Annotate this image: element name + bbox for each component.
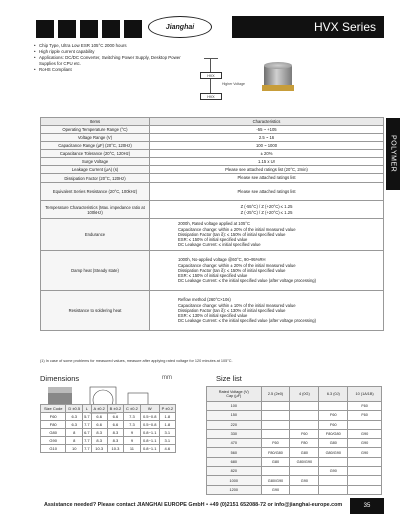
table-header: Characteristics [150, 118, 384, 126]
char-value: ± 20% [150, 150, 384, 158]
cap-cell: 1000 [207, 476, 262, 485]
table-header: Items [41, 118, 150, 126]
dim-cell: 0.5~0.8 [140, 421, 159, 429]
char-line: Dissipation Factor (tan δ): ≤ 150% of initial specified value [178, 267, 286, 273]
size-cell: F60 [348, 411, 382, 420]
table-row [207, 439, 382, 448]
dim-cell: 11 [124, 445, 141, 453]
table-row [207, 457, 382, 466]
cap-cell: 150 [207, 411, 262, 420]
char-item: Endurance [41, 219, 150, 251]
dim-cell: 8 [66, 429, 83, 437]
dim-cell: 8.3 [107, 429, 123, 437]
dim-header: D ±0.5 [66, 405, 83, 413]
dim-cell: 6.6 [91, 421, 107, 429]
characteristics-table [40, 117, 384, 331]
cap-cell: 220 [207, 420, 262, 429]
char-item: Resistance to soldering heat [41, 291, 150, 331]
size-cell [290, 467, 319, 476]
table-row [41, 421, 176, 429]
dim-cell: 6.6 [107, 413, 123, 421]
size-cell: G80/G90 [290, 457, 319, 466]
size-cell: G90 [261, 485, 290, 494]
char-line: ESR: ≤ 150% of initial specified value [178, 237, 248, 243]
dim-cell: 7.3 [124, 413, 141, 421]
size-cell: G90 [348, 439, 382, 448]
char-line: 1000h, No-applied voltage @60°C, 90~95%RH [178, 257, 266, 263]
voltage-header: 2.5 (2e0) [261, 387, 290, 402]
size-cell [319, 476, 348, 485]
dim-cell: 10 [66, 445, 83, 453]
char-line: Dissipation Factor (tan δ): ≤ 130% of initial specified value [178, 307, 286, 313]
dim-cell: F80 [41, 421, 66, 429]
dim-cell: 7.7 [84, 438, 90, 443]
dim-cell: G90 [41, 437, 66, 445]
page-footer [0, 498, 400, 518]
dim-cell: 3.1 [159, 437, 175, 445]
table-row [207, 476, 382, 485]
size-cell: G80/G90 [261, 476, 290, 485]
char-item: Damp heat (Steady state) [41, 251, 150, 291]
dim-cell: 8.3 [107, 437, 123, 445]
char-item: Operating Temperature Range (°C) [41, 126, 150, 134]
char-item: Voltage Range (V) [41, 134, 150, 142]
char-line: ESR: ≤ 150% of initial specified value [178, 273, 248, 279]
table-row [207, 429, 382, 438]
size-corner [207, 387, 262, 402]
size-cell: G80 [290, 448, 319, 457]
header-square [58, 20, 76, 38]
cap-cell: 470 [207, 439, 262, 448]
size-cell: F60 [348, 402, 382, 411]
cap-cell: 820 [207, 467, 262, 476]
char-line: ESR: ≤ 130% of initial specified value [178, 313, 248, 319]
size-cell [348, 467, 382, 476]
dim-cell: 7.7 [84, 446, 90, 451]
size-cell: G90 [348, 429, 382, 438]
size-list-title: Size list [216, 374, 242, 383]
size-cell [290, 420, 319, 429]
flow-connector [204, 58, 218, 59]
dim-header: Size Code [41, 405, 66, 413]
char-line: Z (-55°C) / Z (+20°C) ≤ 1.25 [240, 204, 293, 210]
char-item: Capacitance Range (µF) (20°C, 120Hz) [41, 142, 150, 150]
footer-contact: Assistance needed? Please contact JIANGHAI EUROPE GmbH • +49 (0)2151 652088-72 or info@jianghai-europe.com [44, 502, 343, 508]
table-row [207, 402, 382, 411]
char-item: Leakage Current (µA) (s) [41, 166, 150, 174]
size-cell [319, 402, 348, 411]
table-row [41, 429, 176, 437]
flow-box: HVX [200, 93, 222, 100]
dim-cell: 6.7 [84, 430, 90, 435]
dim-cell: 6.3 [66, 421, 83, 429]
char-item: Dissipation Factor (20°C, 120Hz) [41, 174, 150, 183]
dim-cell: G80 [41, 429, 66, 437]
header-square [102, 20, 120, 38]
dim-cell: 1.8 [159, 413, 175, 421]
dim-cell: 10.3 [107, 445, 123, 453]
char-item: Surge Voltage [41, 158, 150, 166]
logo-text: Jianghai [165, 23, 195, 31]
capacitor-illustration [262, 62, 294, 92]
char-value: Please see attached ratings list [150, 183, 384, 201]
dim-cell: 9 [124, 437, 141, 445]
size-corner-top: Rated Voltage (V) [218, 390, 249, 394]
dim-cell: 5.7 [84, 414, 90, 419]
dim-cell: 7.3 [124, 421, 141, 429]
series-title: HVX Series [232, 16, 384, 38]
dim-cell: 8 [66, 437, 83, 445]
size-cell: F80/G80 [261, 448, 290, 457]
size-cell: F60 [261, 439, 290, 448]
char-line: 2000h, Rated voltage applied at 105°C [178, 221, 250, 227]
char-value: 2.5 ~ 16 [150, 134, 384, 142]
dim-cell: 9 [124, 429, 141, 437]
size-cell [290, 411, 319, 420]
dim-cell: 7.7 [84, 422, 90, 427]
brand-logo [148, 16, 212, 38]
cap-cell: 330 [207, 429, 262, 438]
size-cell: G80 [261, 457, 290, 466]
table-row [41, 413, 176, 421]
char-line: Dissipation Factor (tan δ): ≤ 150% of initial specified value [178, 231, 286, 237]
char-value [150, 251, 384, 291]
char-value: Please see attached ratings list (20°C, 2min) [150, 166, 384, 174]
dim-header: P ±0.2 [159, 405, 175, 413]
char-item: Temperature Characteristics (Max. impedance ratio at 100kHz) [41, 201, 150, 219]
size-cell [290, 402, 319, 411]
dim-cell: 6.6 [91, 413, 107, 421]
size-cell: G90 [348, 448, 382, 457]
header-square [80, 20, 98, 38]
voltage-header: 10 (1A/1B) [348, 387, 382, 402]
dim-cell: 1.8 [159, 421, 175, 429]
char-line: Capacitance change: within ± 10% of the initial measured value [178, 302, 296, 308]
flow-box: HVX [200, 72, 222, 79]
dim-cell: 6.3 [66, 413, 83, 421]
dim-cell: 0.5~0.8 [140, 413, 159, 421]
table-row [207, 485, 382, 494]
char-item: Equivalent Series Resistance (20°C, 100kHz) [41, 183, 150, 201]
char-line: DC Leakage Current: ≤ the initial specified value (after voltage processing) [178, 318, 316, 324]
table-row [41, 445, 176, 453]
feature-item: • RoHS Compliant [34, 67, 184, 73]
cap-cell: 680 [207, 457, 262, 466]
dim-cell: 3.1 [159, 429, 175, 437]
dimensions-unit: mm [162, 375, 172, 381]
dim-cell: 6.6 [107, 421, 123, 429]
size-cell [348, 420, 382, 429]
char-item: Capacitance Tolerance (20°C, 120Hz) [41, 150, 150, 158]
side-tab [386, 118, 400, 190]
size-cell [348, 485, 382, 494]
dim-cell: F60 [41, 413, 66, 421]
size-cell: G80 [319, 439, 348, 448]
cap-cell: 100 [207, 402, 262, 411]
dim-cell: 8.3 [91, 429, 107, 437]
dim-cell: 4.6 [159, 445, 175, 453]
size-cell: F80/G80 [319, 429, 348, 438]
char-value: Please see attached ratings list [150, 174, 384, 183]
table-row [207, 467, 382, 476]
dim-header: L [83, 405, 92, 413]
flow-label: Higher Voltage [222, 82, 245, 86]
size-cell [261, 467, 290, 476]
char-line: Z (-25°C) / Z (+20°C) ≤ 1.25 [240, 209, 293, 215]
size-cell: G80/G90 [319, 448, 348, 457]
table-row [207, 420, 382, 429]
size-cell [290, 485, 319, 494]
dim-cell: 0.8~1.1 [140, 445, 159, 453]
char-line: Capacitance change: within ± 20% of the initial measured value [178, 226, 296, 232]
dim-header: C ±0.2 [124, 405, 141, 413]
dim-header: A ±0.2 [91, 405, 107, 413]
size-corner-bottom: Cap (µF) [226, 394, 242, 398]
feature-item: • Chip Type, Ultra Low ESR 105°C 2000 hours [34, 43, 184, 49]
size-cell: G90 [319, 467, 348, 476]
char-line: Reflow method (260°C×10s) [178, 297, 231, 303]
dim-cell: 10.3 [91, 445, 107, 453]
char-value: 1.15 x Ur [150, 158, 384, 166]
char-line: DC Leakage Current: ≤ the initial specified value (after voltage processing) [178, 278, 316, 284]
header-square [36, 20, 54, 38]
side-tab-label: POLYMER [389, 135, 397, 173]
cap-cell: 1200 [207, 485, 262, 494]
size-cell: F80 [290, 439, 319, 448]
size-cell [348, 457, 382, 466]
feature-item: • High ripple current capability [34, 49, 184, 55]
size-cell [261, 429, 290, 438]
footnote: (1) In case of some problems for measured values, measure after applying rated voltage for 120 minutes at 105°C. [40, 359, 233, 363]
dimensions-table [40, 404, 176, 453]
size-list-table [206, 386, 382, 495]
size-cell [261, 402, 290, 411]
size-cell: G90 [290, 476, 319, 485]
voltage-header: 4 (0G) [290, 387, 319, 402]
dim-cell: 0.8~1.1 [140, 437, 159, 445]
size-cell [348, 476, 382, 485]
size-cell: F60 [319, 411, 348, 420]
size-cell [261, 420, 290, 429]
page-number: 35 [350, 498, 384, 514]
char-value: 100 ~ 1000 [150, 142, 384, 150]
dim-header: B ±0.2 [107, 405, 123, 413]
dim-header: W [140, 405, 159, 413]
char-line: DC Leakage Current: ≤ initial specified value [178, 242, 261, 248]
dim-cell: 8.3 [91, 437, 107, 445]
char-value [150, 291, 384, 331]
table-row [41, 437, 176, 445]
table-row [207, 411, 382, 420]
size-cell [319, 457, 348, 466]
feature-item: • Applications: DC/DC Converter, Switching Power Supply, Desktop Power Supplies for CPU etc. [34, 55, 184, 67]
size-cell: F60 [319, 420, 348, 429]
dim-cell: 0.8~1.1 [140, 429, 159, 437]
dim-cell: G10 [41, 445, 66, 453]
char-value [150, 219, 384, 251]
feature-list [34, 43, 184, 73]
size-cell: F60 [290, 429, 319, 438]
voltage-header: 6.3 (0J) [319, 387, 348, 402]
table-row [207, 448, 382, 457]
size-cell [261, 411, 290, 420]
dimensions-title: Dimensions [40, 374, 80, 383]
header-square [124, 20, 142, 38]
size-cell [319, 485, 348, 494]
cap-cell: 560 [207, 448, 262, 457]
char-line: Capacitance change: within ± 20% of the initial measured value [178, 262, 296, 268]
char-value: -55 ~ +105 [150, 126, 384, 134]
char-value [150, 201, 384, 219]
